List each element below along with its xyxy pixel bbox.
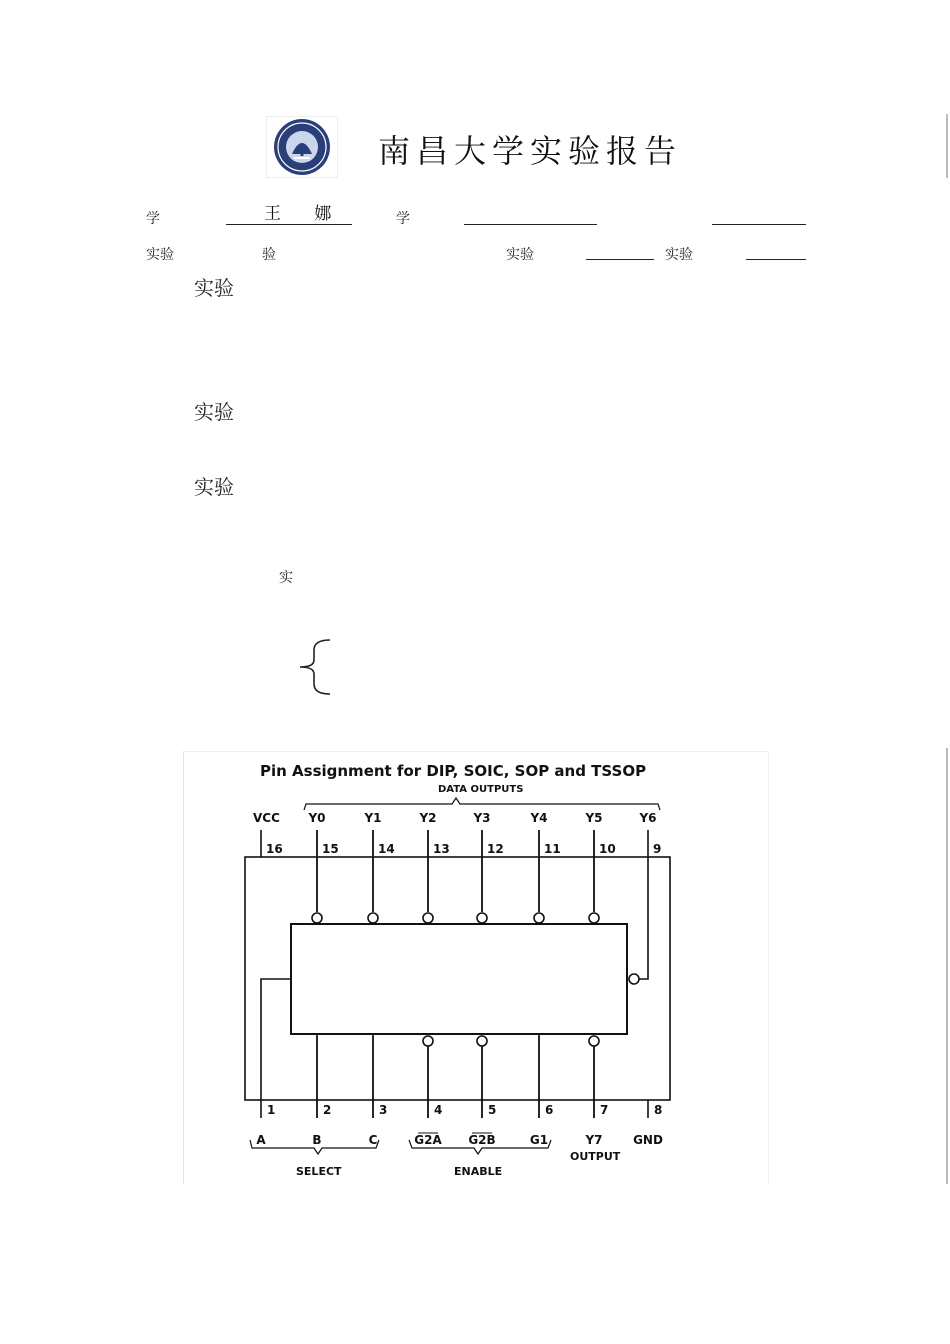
output-label: OUTPUT (570, 1150, 621, 1163)
pin-bubble-bottom (589, 1036, 599, 1046)
pin-bubble-bottom (423, 1036, 433, 1046)
pin-number-bottom: 6 (545, 1103, 554, 1117)
pin-label-y2: Y2 (419, 811, 437, 825)
enable-label: ENABLE (454, 1165, 503, 1178)
pin-assignment-figure (183, 751, 769, 1184)
pin-number-bottom: 2 (323, 1103, 332, 1117)
pin-number-bottom: 5 (488, 1103, 497, 1117)
student-name-underline (226, 224, 352, 225)
pin-number-bottom: 3 (379, 1103, 388, 1117)
label-experiment-type: 实验 (146, 247, 174, 263)
decoder-block (291, 924, 627, 1034)
pin-bubble-top (589, 913, 599, 923)
pin-label-y7: Y7 (585, 1133, 603, 1147)
select-label: SELECT (296, 1165, 342, 1178)
data-outputs-label: DATA OUTPUTS (438, 784, 524, 795)
pin-bubble-bottom (477, 1036, 487, 1046)
pin-label-y1: Y1 (364, 811, 382, 825)
subsection-label: 实 (279, 570, 293, 586)
nanchang-university-seal-icon (266, 116, 338, 178)
label-check: 验 (262, 247, 276, 263)
student-id-underline (464, 224, 597, 225)
pin-y6-bubble (629, 974, 639, 984)
pin-number-bottom: 7 (600, 1103, 609, 1117)
pin-label-y6: Y6 (639, 811, 657, 825)
pin-label-y0: Y0 (308, 811, 326, 825)
figure-title: Pin Assignment for DIP, SOIC, SOP and TSSOP (260, 762, 647, 780)
page-edge-mark (946, 114, 948, 178)
pin-label-g1: G1 (529, 1133, 549, 1147)
pin-bubble-top (534, 913, 544, 923)
pin-bubble-top (368, 913, 378, 923)
pin-number-bottom: 1 (267, 1103, 276, 1117)
pin-number-bottom: 4 (434, 1103, 443, 1117)
pin-label-y3: Y3 (473, 811, 491, 825)
page-edge-mark (946, 748, 948, 1184)
pin-a-wire (261, 979, 291, 1100)
label-experiment-date: 实验 (506, 247, 534, 263)
pin-label-y5: Y5 (585, 811, 603, 825)
left-brace-icon (294, 638, 334, 700)
pin-label-a: A (256, 1133, 266, 1147)
pin-y6-wire (639, 857, 648, 979)
university-logo (266, 116, 338, 178)
pin-number-top: 9 (653, 842, 662, 856)
pin-label-vcc: VCC (253, 811, 280, 825)
pin-number-bottom: 8 (654, 1103, 663, 1117)
data-outputs-brace (304, 798, 660, 810)
pin-label-g2b: G2B (468, 1133, 496, 1147)
package-outline (245, 857, 670, 1100)
pin-bubble-top (423, 913, 433, 923)
class-underline (712, 224, 806, 225)
section-heading-3: 实验 (194, 475, 234, 499)
pin-label-b: B (312, 1133, 322, 1147)
pin-label-gnd: GND (633, 1133, 663, 1147)
page-title: 南昌大学实验报告 (378, 132, 683, 170)
section-heading-2: 实验 (194, 400, 234, 424)
pin-label-y4: Y4 (530, 811, 548, 825)
pins-layer (253, 811, 663, 1147)
pin-number-top: 14 (378, 842, 395, 856)
pin-number-top: 12 (487, 842, 504, 856)
experiment-date-underline (586, 259, 654, 260)
student-name-value: 王 娜 (264, 204, 346, 224)
label-student-name: 学 (146, 211, 160, 227)
experiment-score-underline (746, 259, 806, 260)
label-student-id: 学 (396, 211, 410, 227)
pin-number-top: 11 (544, 842, 561, 856)
pin-bubble-top (312, 913, 322, 923)
pin-number-top: 13 (433, 842, 450, 856)
pin-number-top: 15 (322, 842, 339, 856)
pin-number-top: 10 (599, 842, 616, 856)
pin-label-g2a: G2A (414, 1133, 442, 1147)
pin-bubble-top (477, 913, 487, 923)
label-experiment-score: 实验 (665, 247, 693, 263)
pin-label-c: C (368, 1133, 378, 1147)
section-heading-1: 实验 (194, 276, 234, 300)
pin-number-top: 16 (266, 842, 283, 856)
